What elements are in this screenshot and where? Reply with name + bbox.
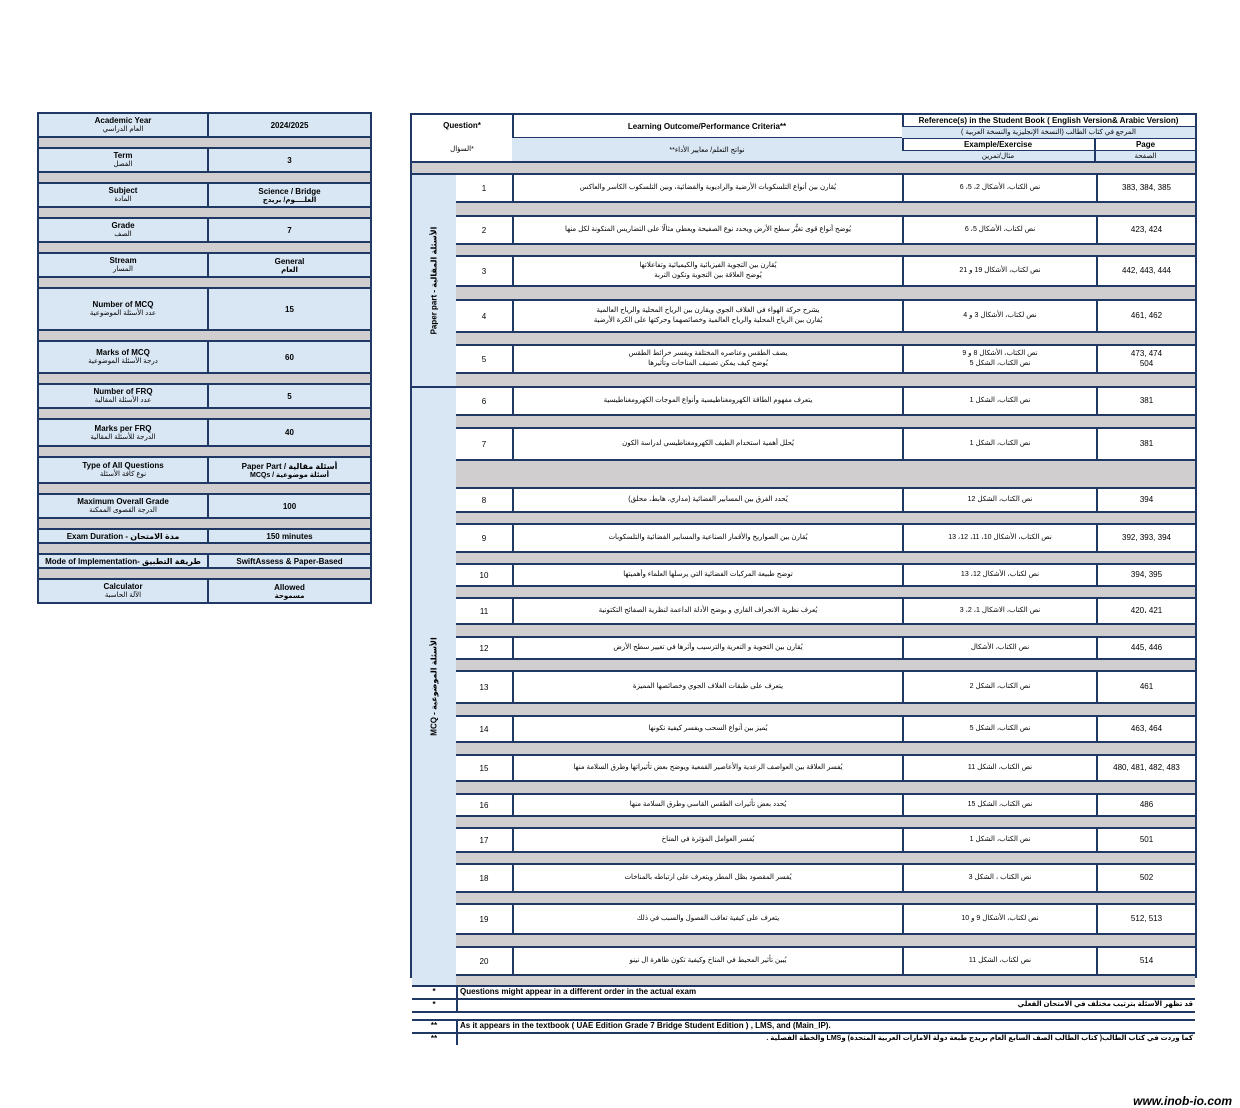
page-reference: [1098, 346, 1195, 372]
info-value: [209, 385, 370, 407]
table-row: [456, 388, 1195, 416]
info-label-ar: عدد الأسئلة الموضوعية: [89, 310, 157, 317]
table-row: [456, 717, 1195, 743]
table-row: [456, 638, 1195, 660]
example-reference: نص الكتاب، الأشكال: [904, 638, 1098, 658]
question-number: 2: [456, 217, 514, 243]
learning-outcome: يُفسر العلاقة بين العواصف الرعدية والأعاصير القمعية ويوضح بعض تأثيراتها وطرق السلامة منها: [514, 756, 904, 780]
learning-outcome: [514, 257, 904, 285]
question-number: 9: [456, 525, 514, 551]
learning-outcome-line: يصف الطقس وعناصره المختلفة ويفسر خرائط الطقس: [628, 350, 788, 357]
info-label: [39, 289, 209, 329]
info-separator: [39, 173, 370, 184]
info-value-text: 60: [285, 352, 294, 362]
learning-outcomes-table: [410, 113, 1197, 1043]
note-row: [412, 1019, 1195, 1032]
row-separator: [456, 333, 1195, 346]
question-number: 16: [456, 795, 514, 815]
info-value-text: 3: [287, 155, 292, 165]
note-marker: **: [412, 1021, 458, 1032]
example-reference: [904, 346, 1098, 372]
info-value: [209, 495, 370, 517]
question-number: 8: [456, 489, 514, 511]
learning-outcome: يُوضح أنواع قوى تغيُّر سطح الأرض ويحدد نوع الصفيحة ويعطي مثالًا على التضاريس المتكونة لكل منها: [514, 217, 904, 243]
info-label-ar: المادة: [114, 196, 132, 203]
question-number: 1: [456, 175, 514, 201]
info-value-ar: العلــــوم/ بريدج: [262, 196, 317, 204]
example-reference: نص الكتاب، الأشكال 10، 11، 12، 13: [904, 525, 1098, 551]
page-reference: 392, 393, 394: [1122, 533, 1171, 542]
info-value-text: 150 minutes: [266, 531, 313, 541]
info-value-text: Paper Part / أسئلة مقالية: [241, 461, 338, 471]
example-reference: نص لكتاب، الأشكال 12، 13: [904, 565, 1098, 585]
info-label: [39, 420, 209, 445]
learning-outcome: توضح طبيعة المركبات الفضائية التي يرسلها العلماء وأهميتها: [514, 565, 904, 585]
info-label-ar: عدد الأسئلة المقالية: [94, 397, 152, 404]
info-value: [209, 149, 370, 171]
page-reference: 423, 424: [1130, 225, 1163, 234]
info-label-ar: نوع كافة الأسئلة: [99, 471, 147, 478]
info-value-ar: مسموحة: [274, 592, 305, 600]
row-separator: [456, 853, 1195, 865]
info-label-en: Type of All Questions: [82, 461, 164, 470]
info-value: [209, 342, 370, 372]
learning-outcome: يُعرف نظرية الانجراف القاري و يوضح الأدلة الداعمة لنظرية الصفائح التكتونية: [514, 599, 904, 623]
learning-outcome: يُحلل أهمية استخدام الطيف الكهرومغناطيسي لدراسة الكون: [514, 429, 904, 459]
info-label: [39, 458, 209, 482]
learning-outcome-header-en: Learning Outcome/Performance Criteria**: [512, 115, 902, 138]
info-row: [39, 555, 370, 569]
info-label-en: Number of MCQ: [92, 300, 154, 309]
example-reference: نص لكتاب، الأشكال 5، 6: [904, 217, 1098, 243]
info-label-en: Academic Year: [94, 116, 152, 125]
info-value-text: SwiftAssess & Paper-Based: [236, 556, 343, 566]
question-number: 4: [456, 301, 514, 331]
question-number: 13: [456, 672, 514, 702]
info-label-ar: درجة الأسئلة الموضوعية: [88, 358, 158, 365]
page-reference: 480, 481, 482, 483: [1113, 763, 1180, 772]
info-label: [39, 580, 209, 602]
question-number: 14: [456, 717, 514, 741]
info-separator: [39, 409, 370, 420]
page-reference: 383, 384, 385: [1122, 183, 1171, 192]
info-label: [39, 184, 209, 206]
info-separator: [39, 447, 370, 458]
info-separator: [39, 278, 370, 289]
info-value-text: 100: [282, 501, 297, 511]
info-value: [209, 184, 370, 206]
page-reference: 461: [1139, 682, 1154, 691]
info-value: [209, 458, 370, 482]
info-value-text: General: [274, 256, 305, 266]
learning-outcome: يُميز بين أنواع السحب ويفسر كيفية تكونها: [514, 717, 904, 741]
question-number: 17: [456, 829, 514, 851]
page-reference: 512, 513: [1130, 914, 1163, 923]
row-separator: [456, 782, 1195, 795]
example-reference: نص لكتاب، الأشكال 9 و 10: [904, 905, 1098, 933]
info-label-ar: الدرجة القصوى الممكنة: [89, 507, 157, 514]
info-label: [39, 342, 209, 372]
page-reference: 486: [1139, 800, 1154, 809]
note-marker: *: [412, 987, 458, 998]
info-separator: [39, 208, 370, 219]
row-separator: [456, 287, 1195, 301]
note-marker: **: [412, 1034, 458, 1045]
info-row: [39, 385, 370, 409]
learning-outcome: يُقارن بين التجوية و التعرية والترسيب وأثرها في تغيير سطح الأرض: [514, 638, 904, 658]
info-separator: [39, 374, 370, 385]
info-label-ar: الفصل: [113, 161, 133, 168]
info-row: [39, 184, 370, 208]
learning-outcome: يُفسر المقصود بظل المطر ويتعرف على ارتباطه بالمناخات: [514, 865, 904, 891]
learning-outcome: يُحدد الفرق بين المسابير الفضائية (مداري، هابط، محلق): [514, 489, 904, 511]
info-value-text: Allowed: [274, 582, 305, 592]
row-separator: [456, 461, 1195, 489]
question-number: 12: [456, 638, 514, 658]
note-row: [412, 985, 1195, 998]
info-label: [39, 385, 209, 407]
table-row: [456, 175, 1195, 203]
page-reference-line: 504: [1139, 359, 1154, 368]
page-reference: 394: [1139, 495, 1154, 504]
example-reference: نص الكتاب، الشكل 5: [904, 717, 1098, 741]
example-header-en: Example/Exercise: [902, 139, 1096, 150]
example-reference: نص الكتاب، الشكل 2: [904, 672, 1098, 702]
info-row: [39, 530, 370, 544]
info-label-en: Number of FRQ: [93, 387, 153, 396]
table-row: [456, 257, 1195, 287]
row-separator: [456, 553, 1195, 565]
header-separator: [412, 161, 1195, 175]
note-text: قد تظهر الأسئلة بترتيب مختلف في الامتحان الفعلي: [1017, 1001, 1193, 1008]
info-label: [39, 530, 209, 542]
note-row: [412, 1032, 1195, 1045]
example-reference-line: نص الكتاب، الأشكال 8 و 9: [962, 350, 1038, 357]
info-value: [209, 555, 370, 567]
info-value-ar: MCQs / أسئلة موضوعية: [249, 471, 329, 479]
example-reference: نص لكتاب، الشكل 11: [904, 948, 1098, 974]
info-separator: [39, 544, 370, 555]
info-label-en: Subject: [108, 186, 138, 195]
question-header-en: Question*: [443, 121, 481, 130]
info-label-en: Marks of MCQ: [96, 348, 150, 357]
page-reference: 381: [1139, 396, 1154, 405]
info-label-ar: الصف: [114, 231, 132, 238]
page-reference: 463, 464: [1130, 724, 1163, 733]
reference-header-ar: المرجع في كتاب الطالب (النسخة الإنجليزية والنسخة العربية ): [902, 127, 1195, 139]
learning-outcome: يُبين تأثير المحيط في المناخ وكيفية تكون ظاهرة ال نينو: [514, 948, 904, 974]
info-value-text: 40: [285, 428, 294, 437]
table-row: [456, 905, 1195, 935]
row-separator: [456, 625, 1195, 638]
table-row: [456, 565, 1195, 587]
example-reference-line: نص الكتاب، الشكل 5: [969, 360, 1031, 367]
page-reference: 502: [1139, 873, 1154, 882]
info-separator: [39, 519, 370, 530]
table-row: [456, 489, 1195, 513]
table-row: [456, 948, 1195, 976]
info-label-en: Calculator: [103, 582, 143, 591]
info-value-text: 2024/2025: [270, 120, 309, 130]
example-reference: نص الكتاب، الشكل 1: [904, 388, 1098, 414]
info-value: [209, 289, 370, 329]
row-separator: [456, 416, 1195, 429]
info-label-en: Marks per FRQ: [94, 423, 152, 433]
page-reference: 501: [1139, 835, 1154, 844]
info-label: [39, 555, 209, 567]
question-number: 15: [456, 756, 514, 780]
info-row: [39, 219, 370, 243]
info-label-en: Exam Duration - مدة الامتحان: [66, 531, 180, 541]
row-separator: [456, 203, 1195, 217]
mcq-section-label: [412, 388, 458, 985]
info-label-ar: الآلة الحاسبة: [104, 592, 142, 599]
table-row: [456, 525, 1195, 553]
example-reference: نص الكتاب، الاشكال 1، 2، 3: [904, 599, 1098, 623]
row-separator: [456, 660, 1195, 672]
table-row: [456, 599, 1195, 625]
example-reference: نص الكتاب، الشكل 1: [904, 429, 1098, 459]
question-number: 10: [456, 565, 514, 585]
info-row: [39, 420, 370, 447]
paper-part-label: Paper part - الأسئلة المقالية: [429, 226, 439, 335]
info-value-text: 5: [287, 391, 292, 401]
learning-outcome: يُفسر العوامل المؤثرة في المناخ: [514, 829, 904, 851]
info-row: [39, 342, 370, 374]
example-reference: نص الكتاب، الشكل 11: [904, 756, 1098, 780]
info-label-ar: الدرجة للأسئلة المقالية: [90, 433, 156, 441]
info-label-en: Grade: [111, 221, 135, 230]
example-reference: نص الكتاب، الشكل 12: [904, 489, 1098, 511]
page-reference: 461, 462: [1130, 311, 1163, 320]
exam-info-table: [37, 112, 372, 604]
learning-outcome-line: يشرح حركة الهواء في الغلاف الجوي ويقارن بين الرياح المحلية والرياح العالمية: [596, 307, 820, 314]
learning-outcome-line: يُقارن بين التجوية الفيزيائية والكيميائية وتفاعلاتها: [639, 262, 777, 269]
info-label: [39, 219, 209, 241]
page-reference-line: 473, 474: [1130, 349, 1163, 358]
learning-outcome: [514, 301, 904, 331]
info-separator: [39, 569, 370, 580]
info-row: [39, 289, 370, 331]
question-number: 3: [456, 257, 514, 285]
info-separator: [39, 243, 370, 254]
learning-outcome: [514, 346, 904, 372]
info-separator: [39, 138, 370, 149]
page-reference: 442, 443, 444: [1122, 266, 1171, 275]
note-text: كما وردت في كتاب الطالب( كتاب الطالب الصف السابع العام بريدج طبعة دولة الامارات العربية المتحدة) وLMS والخطة الفصلية .: [766, 1035, 1193, 1042]
table-row: [456, 346, 1195, 374]
info-value-ar: العام: [281, 266, 298, 274]
example-reference: نص الكتاب، الأشكال 2، 5، 6: [904, 175, 1098, 201]
page-reference: 394, 395: [1130, 570, 1163, 579]
learning-outcome: يتعرف على طبقات الغلاف الجوي وخصائصها المميزة: [514, 672, 904, 702]
info-separator: [39, 331, 370, 342]
learning-outcome: يتعرف مفهوم الطاقة الكهرومغناطيسية وأنواع الموجات الكهرومغناطيسية: [514, 388, 904, 414]
info-value-text: 7: [287, 225, 292, 235]
info-row: [39, 149, 370, 173]
footer-website: www.inob-io.com: [1133, 1094, 1232, 1108]
info-row: [39, 254, 370, 278]
note-text: Questions might appear in a different order in the actual exam: [460, 987, 697, 996]
row-separator: [456, 587, 1195, 599]
row-separator: [456, 817, 1195, 829]
mcq-label: MCQ - الأسئلة الموضوعية: [429, 637, 439, 736]
learning-outcome-line: يُوضح كيف يمكن تصنيف المناخات وتأثيرها: [648, 360, 768, 367]
row-separator: [456, 935, 1195, 948]
info-label: [39, 114, 209, 136]
example-reference: نص لكتاب، الأشكال 19 و 21: [904, 257, 1098, 285]
info-label-en: Mode of Implementation- طريقة التطبيق: [45, 556, 201, 566]
example-reference: نص الكتاب ، الشكل 3: [904, 865, 1098, 891]
table-row: [456, 672, 1195, 704]
question-number: 19: [456, 905, 514, 933]
info-row: [39, 458, 370, 484]
page-reference: 381: [1139, 439, 1154, 448]
learning-outcome-header-ar: **نواتج التعلم/ معايير الأداء: [512, 138, 902, 161]
page-reference: 445, 446: [1130, 643, 1163, 652]
paper-part-section-label: [412, 175, 458, 386]
info-label-en: Maximum Overall Grade: [77, 497, 169, 506]
example-reference: نص لكتاب، الأشكال 3 و 4: [904, 301, 1098, 331]
reference-header-en: Reference(s) in the Student Book ( English Version& Arabic Version): [902, 115, 1195, 127]
info-row: [39, 580, 370, 602]
note-marker: *: [412, 1000, 458, 1011]
example-reference: نص الكتاب، الشكل 15: [904, 795, 1098, 815]
info-value-text: Science / Bridge: [258, 186, 321, 196]
info-value: [209, 254, 370, 276]
learning-outcome: يُحدد بعض تأثيرات الطقس القاسي وطرق السلامة منها: [514, 795, 904, 815]
question-header: [412, 115, 514, 161]
row-separator: [456, 245, 1195, 257]
question-number: 7: [456, 429, 514, 459]
learning-outcome: يُقارن بين الصواريخ والأقمار الصناعية والمسابير الفضائية والتلسكوبات: [514, 525, 904, 551]
info-label: [39, 149, 209, 171]
question-number: 20: [456, 948, 514, 974]
info-value-text: 15: [285, 304, 294, 314]
learning-outcome-line: يُوضح العلاقة بين التجوية وتكون التربة: [654, 272, 762, 279]
row-separator: [456, 513, 1195, 525]
table-row: [456, 429, 1195, 461]
info-value: [209, 219, 370, 241]
question-number: 18: [456, 865, 514, 891]
row-separator: [456, 704, 1195, 717]
info-label: [39, 495, 209, 517]
page-header-ar: الصفحة: [1134, 153, 1157, 160]
page-reference: 420، 421: [1130, 606, 1163, 615]
table-row: [456, 217, 1195, 245]
question-number: 11: [456, 599, 514, 623]
question-number: 5: [456, 346, 514, 372]
info-value: [209, 580, 370, 602]
note-text: As it appears in the textbook ( UAE Edition Grade 7 Bridge Student Edition ) , LMS, and (Main_IP).: [460, 1021, 831, 1030]
example-reference: نص الكتاب، الشكل 1: [904, 829, 1098, 851]
info-row: [39, 114, 370, 138]
table-row: [456, 865, 1195, 893]
table-row: [456, 756, 1195, 782]
table-row: [456, 795, 1195, 817]
info-label-en: Term: [113, 151, 133, 160]
learning-outcome: يتعرف على كيفية تعاقب الفصول والسبب في ذلك: [514, 905, 904, 933]
row-separator: [456, 893, 1195, 905]
page-reference: 514: [1139, 956, 1154, 965]
info-label-en: Stream: [109, 256, 137, 265]
question-number: 6: [456, 388, 514, 414]
example-header-ar: مثال/تمرين: [902, 151, 1096, 162]
table-row: [456, 829, 1195, 853]
learning-outcome-line: يُقارن بين الرياح المحلية والرياح العالمية وخصائصهما وحركتها على الكرة الأرضية: [593, 317, 823, 324]
page-header-en: Page: [1135, 140, 1156, 149]
info-label-ar: المسار: [113, 266, 133, 273]
info-value: [209, 114, 370, 136]
row-separator: [456, 743, 1195, 756]
reference-header: [902, 115, 1195, 161]
note-separator: [412, 1011, 1195, 1019]
info-value: [209, 420, 370, 445]
note-row: [412, 998, 1195, 1011]
info-row: [39, 495, 370, 519]
info-separator: [39, 484, 370, 495]
question-header-ar: السؤال*: [450, 146, 474, 153]
info-label-ar: العام الدراسي: [102, 126, 144, 133]
info-label: [39, 254, 209, 276]
learning-outcome-header: [512, 115, 904, 161]
info-value: [209, 530, 370, 542]
learning-outcome: يُقارن بين أنواع التلسكوبات الأرضية والراديوية والفضائية، وبين التلسكوب الكاسر والعاكس: [514, 175, 904, 201]
table-row: [456, 301, 1195, 333]
